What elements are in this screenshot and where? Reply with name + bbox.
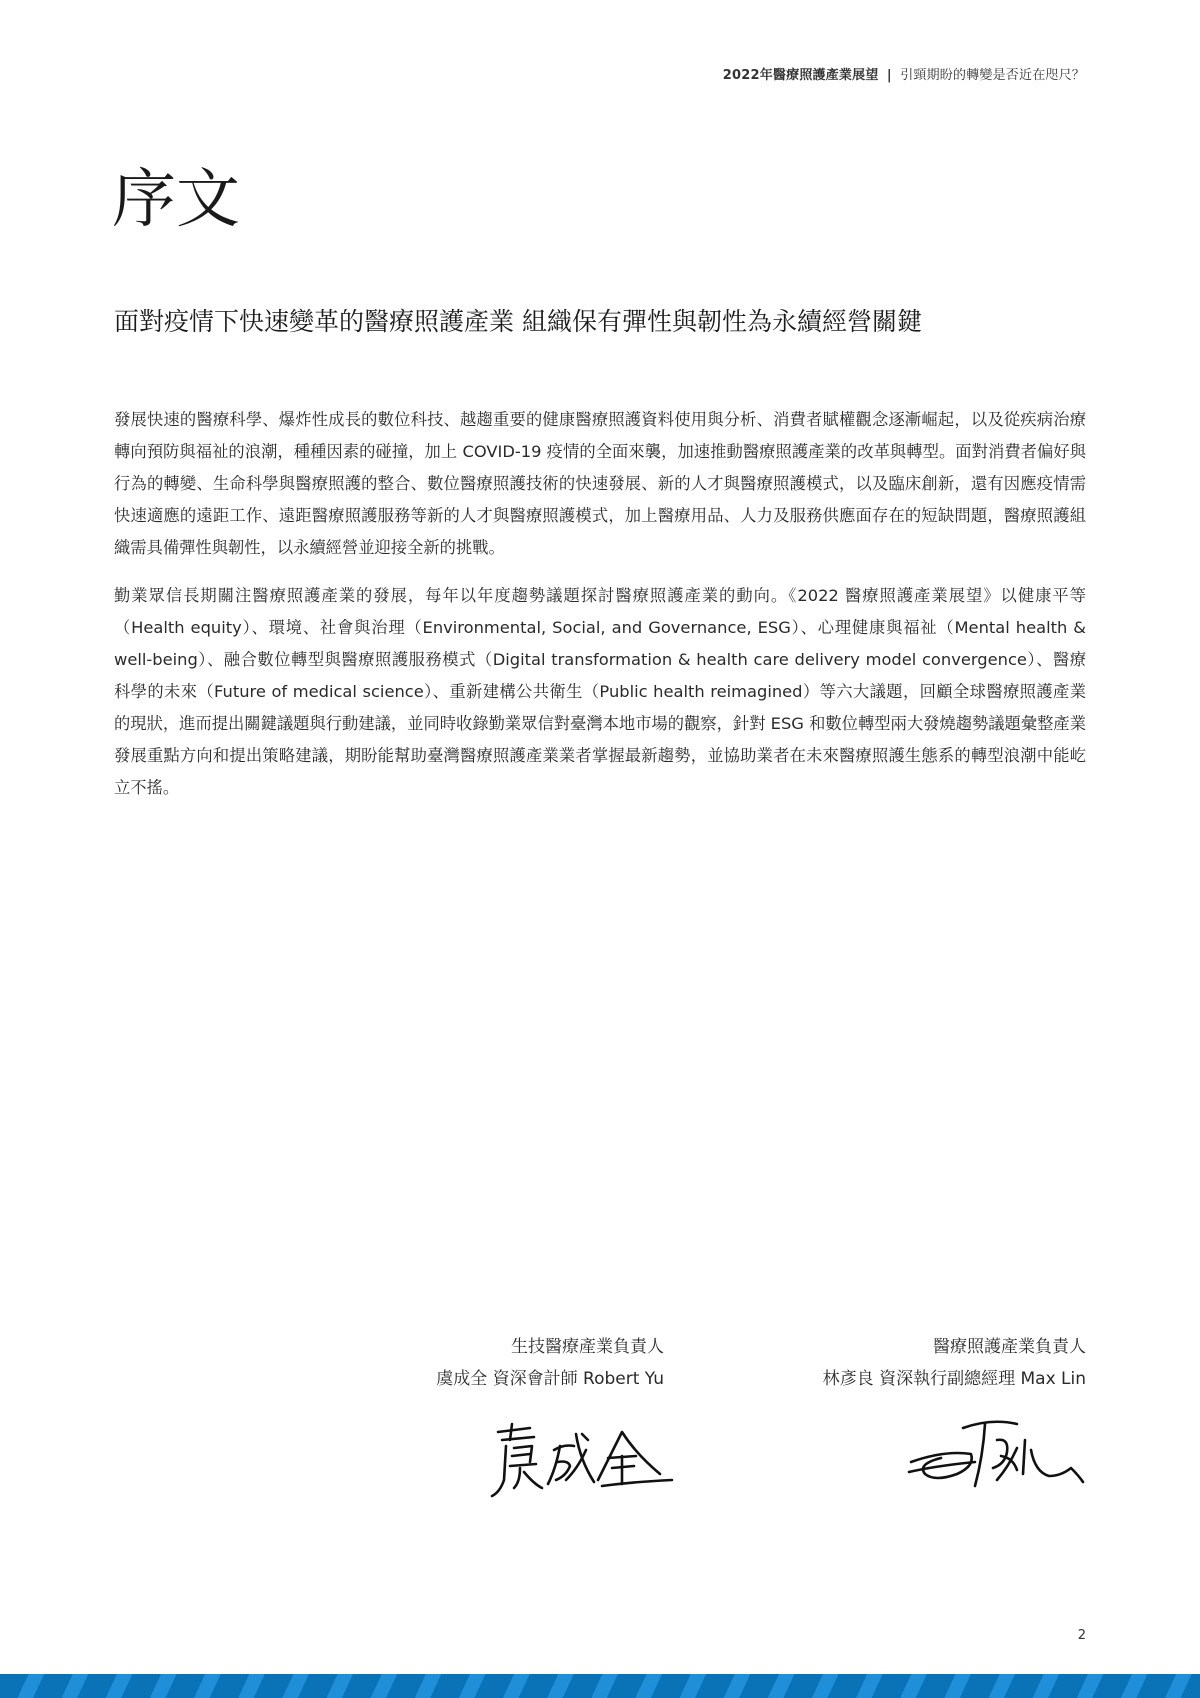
paragraph-1: 發展快速的醫療科學、爆炸性成長的數位科技、越趨重要的健康醫療照護資料使用與分析、消費者賦權觀念逐漸崛起，以及從疾病治療轉向預防與福祉的浪潮，種種因素的碰撞，加上 COVID-19 疫情的全面來襲，加速推動醫療照護產業的改革與轉型。面對消費者偏好與行為的轉變、生命科學與醫療照護的整合、數位醫療照護技術的快速發展、新的人才與醫療照護模式，以及臨床創新，還有因應疫情需快速適應的遠距工作、遠距醫療照護服務等新的人才與醫療照護模式，加上醫療用品、人力及服務供應面存在的短缺問題，醫療照護組織需具備彈性與韌性，以永續經營並迎接全新的挑戰。 — [114, 410, 1086, 557]
body-text — [114, 404, 1086, 820]
paragraph-2: 勤業眾信長期關注醫療照護產業的發展，每年以年度趨勢議題探討醫療照護產業的動向。《2022 醫療照護產業展望》以健康平等（Health equity）、環境、社會與治理（Environmental, Social, and Governance, ESG）、心理健康與福祉（Mental health & well-being）、融合數位轉型與醫療照護服務模式（Digital transformation & health care delivery model convergence）、醫療科學的未來（Future of medical science）、重新建構公共衛生（Public health reimagined）等六大議題，回顧全球醫療照護產業的現狀，進而提出關鍵議題與行動建議，並同時收錄勤業眾信對臺灣本地市場的觀察，針對 ESG 和數位轉型兩大發燒趨勢議題彙整產業發展重點方向和提出策略建議，期盼能幫助臺灣醫療照護產業業者掌握最新趨勢，並協助業者在未來醫療照護生態系的轉型浪潮中能屹立不搖。 — [114, 586, 1086, 797]
signature-robert-yu — [490, 1410, 680, 1500]
signatory-healthcare — [823, 1331, 1086, 1395]
running-header — [723, 64, 1085, 83]
page-title: 序文 — [112, 163, 240, 237]
signatory-name: 虞成全 資深會計師 Robert Yu — [436, 1369, 664, 1389]
header-separator: | — [886, 68, 892, 83]
signatory-role: 生技醫療產業負責人 — [511, 1337, 664, 1357]
bottom-decorative-band — [0, 1674, 1200, 1698]
page-number: 2 — [1077, 1628, 1086, 1643]
report-tagline: 引頸期盼的轉變是否近在咫尺？ — [900, 68, 1085, 83]
signature-max-lin — [905, 1410, 1085, 1500]
signatory-role: 醫療照護產業負責人 — [933, 1337, 1086, 1357]
section-subtitle: 面對疫情下快速變革的醫療照護產業 組織保有彈性與韌性為永續經營關鍵 — [114, 307, 922, 336]
signatory-name: 林彥良 資深執行副總經理 Max Lin — [822, 1369, 1086, 1389]
signatory-biotech — [436, 1331, 664, 1395]
report-title: 2022年醫療照護產業展望 — [722, 68, 879, 83]
